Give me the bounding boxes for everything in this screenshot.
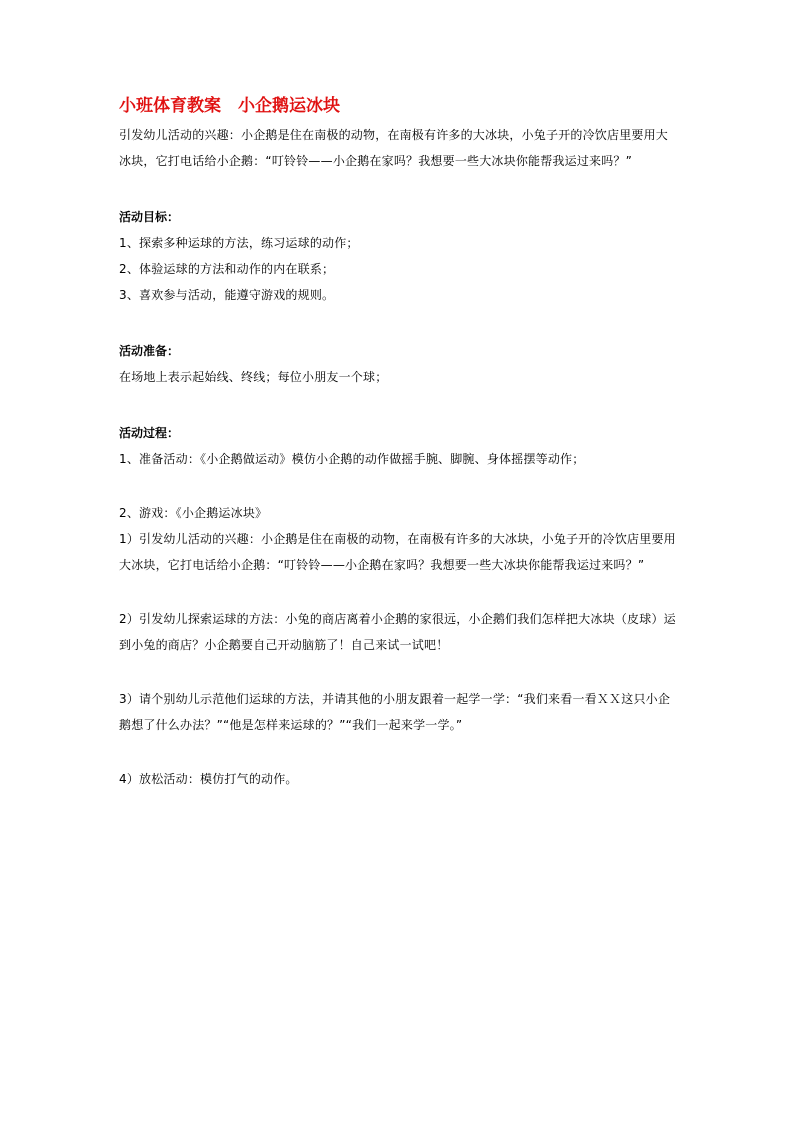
process-heading: 活动过程： [119, 426, 180, 440]
process-substep-2: 2）引发幼儿探索运球的方法：小兔的商店离着小企鹅的家很远，小企鹅们我们怎样把大冰块（皮球）运到小兔的商店？小企鹅要自己开动脑筋了！自己来试一试吧！ [119, 612, 676, 652]
spacer [119, 658, 679, 686]
process-substep-3: 3）请个别幼儿示范他们运球的方法，并请其他的小朋友跟着一起学一学：“我们来看一看ＸＸ这只小企鹅想了什么办法？”“他是怎样来运球的？”“我们一起来学一学。” [119, 692, 671, 732]
process-substep-1: 1）引发幼儿活动的兴趣：小企鹅是住在南极的动物，在南极有许多的大冰块，小兔子开的冷饮店里要用大冰块，它打电话给小企鹅：“叮铃铃——小企鹅在家吗？我想要一些大冰块你能帮我运过来吗？” [119, 532, 676, 572]
spacer [119, 578, 679, 606]
prep-text: 在场地上表示起始线、终线；每位小朋友一个球； [119, 370, 388, 384]
prep-heading: 活动准备： [119, 344, 180, 358]
spacer [119, 174, 679, 204]
goal-item: 3、喜欢参与活动，能遵守游戏的规则。 [119, 288, 335, 302]
goal-item: 1、探索多种运球的方法，练习运球的动作； [119, 236, 359, 250]
spacer [119, 472, 679, 500]
goals-heading: 活动目标： [119, 210, 180, 224]
process-substep-4: 4）放松活动：模仿打气的动作。 [119, 772, 298, 786]
document-body [119, 92, 679, 792]
process-step-2: 2、游戏：《小企鹅运冰块》 [119, 506, 268, 520]
process-step-1: 1、准备活动：《小企鹅做运动》模仿小企鹅的动作做摇手腕、脚腕、身体摇摆等动作； [119, 452, 585, 466]
intro-paragraph: 引发幼儿活动的兴趣：小企鹅是住在南极的动物，在南极有许多的大冰块，小兔子开的冷饮店里要用大冰块，它打电话给小企鹅：“叮铃铃——小企鹅在家吗？我想要一些大冰块你能帮我运过来吗？” [119, 128, 669, 168]
spacer [119, 308, 679, 338]
spacer [119, 738, 679, 766]
spacer [119, 390, 679, 420]
document-title: 小班体育教案 小企鹅运冰块 [119, 96, 340, 116]
goal-item: 2、体验运球的方法和动作的内在联系； [119, 262, 335, 276]
